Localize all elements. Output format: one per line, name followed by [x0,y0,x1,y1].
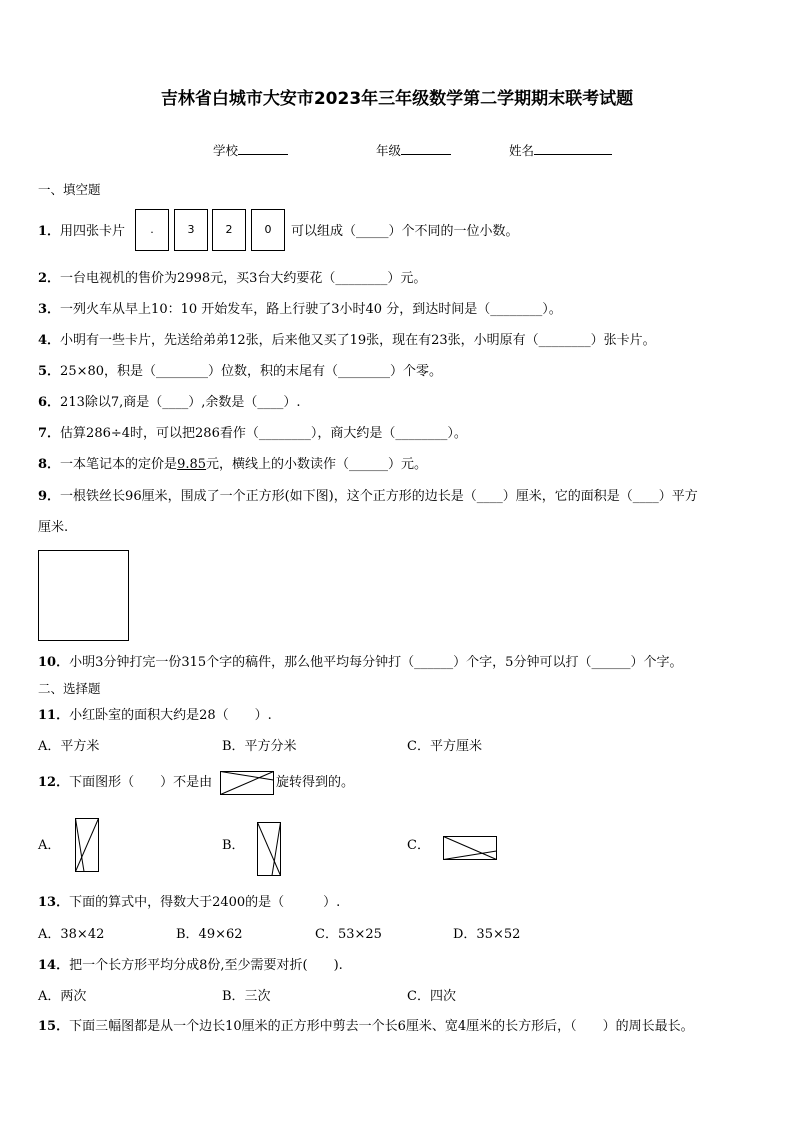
name-label: 姓名 [509,143,535,158]
question-12-lead [38,776,212,789]
question-9-line-1 [38,490,698,503]
question-8-number: 8． [38,457,61,472]
question-3-text: 一列火车从早上10：10 开始发车，路上行驶了3小时40 分，到达时间是（________）。 [60,302,562,317]
question-14 [38,959,343,972]
q14-option-b[interactable]: B．三次 [222,989,271,1004]
question-1-before: 用四张卡片 [60,224,126,239]
question-6-number: 6． [38,395,61,410]
question-3 [38,303,562,316]
question-4 [38,334,656,347]
page-title: 吉林省白城市大安市2023年三年级数学第二学期期末联考试题 [160,89,634,109]
question-15-text: 下面三幅图都是从一个边长10厘米的正方形中剪去一个长6厘米、宽4厘米的长方形后，（ ）的周长最长。 [69,1019,694,1034]
question-14-text: 把一个长方形平均分成8份,至少需要对折( ). [69,958,343,973]
card-1: . [135,209,169,251]
q14-option-c[interactable]: C．四次 [407,989,456,1004]
q11-option-c[interactable]: C．平方厘米 [407,739,482,754]
question-8-before: 一本笔记本的定价是 [60,457,178,472]
reference-rectangle-figure [220,771,274,795]
q13-option-c[interactable]: C．53×25 [315,927,382,942]
question-1-lead [38,225,125,238]
q12-option-b-figure [257,822,281,876]
question-6-text: 213除以7,商是（____）,余数是（____）. [60,395,301,410]
q12-option-a[interactable]: A． [38,838,61,853]
question-14-number: 14． [38,958,70,973]
school-field[interactable] [213,143,288,158]
question-8 [38,458,427,471]
question-15 [38,1020,694,1033]
grade-label: 年级 [376,143,402,158]
question-2-text: 一台电视机的售价为2998元，买3台大约要花（________）元。 [60,271,427,286]
q12-option-a-figure [75,818,99,872]
section-fill-blank: 一、填空题 [38,182,101,197]
question-13-number: 13． [38,895,70,910]
question-2-number: 2． [38,271,61,286]
question-12-before: 下面图形（ ）不是由 [69,775,213,790]
question-7-number: 7． [38,426,61,441]
square-figure [38,550,129,641]
question-12-number: 12． [38,775,70,790]
section-multiple-choice: 二、选择题 [38,681,101,696]
q12-option-b[interactable]: B． [222,838,245,853]
question-8-after: 元，横线上的小数读作（______）元。 [206,457,428,472]
question-11-text: 小红卧室的面积大约是28（ ）. [69,708,272,723]
school-label: 学校 [213,143,239,158]
q11-option-b[interactable]: B．平方分米 [222,739,297,754]
question-10-number: 10． [38,655,70,670]
question-13-text: 下面的算式中，得数大于2400的是（ ）. [69,895,341,910]
question-7-text: 估算286÷4时，可以把286看作（________），商大约是（________）。 [60,426,467,441]
question-9-text: 一根铁丝长96厘米，围成了一个正方形(如下图)，这个正方形的边长是（____）厘米，它的面积是（____）平方 [60,489,698,504]
q14-option-a[interactable]: A．两次 [38,989,87,1004]
question-12-after: 旋转得到的。 [276,775,355,790]
card-2: 3 [174,209,208,251]
school-blank[interactable] [238,143,288,155]
question-11-number: 11． [38,708,70,723]
question-4-number: 4． [38,333,61,348]
question-13 [38,896,340,909]
question-5-text: 25×80，积是（________）位数，积的末尾有（________）个零。 [60,364,443,379]
grade-blank[interactable] [401,143,451,155]
question-11 [38,709,272,722]
question-6 [38,396,301,409]
question-9-line-2: 厘米. [38,520,69,535]
question-5-number: 5． [38,364,61,379]
question-2 [38,272,426,285]
q13-option-a[interactable]: A．38×42 [38,927,105,942]
question-1-after: 可以组成（_____）个不同的一位小数。 [291,224,519,239]
question-1-number: 1． [38,224,61,239]
card-3: 2 [212,209,246,251]
q13-option-d[interactable]: D．35×52 [453,927,521,942]
q12-option-c-figure [443,836,497,860]
question-4-text: 小明有一些卡片，先送给弟弟12张，后来他又买了19张，现在有23张，小明原有（________）张卡片。 [60,333,656,348]
question-7 [38,427,467,440]
question-10 [38,656,682,669]
name-blank[interactable] [534,143,612,155]
q13-option-b[interactable]: B．49×62 [176,927,243,942]
question-8-value: 9.85 [177,457,207,472]
card-4: 0 [251,209,285,251]
grade-field[interactable] [376,143,451,158]
q12-option-c[interactable]: C． [407,838,430,853]
question-5 [38,365,442,378]
question-10-text: 小明3分钟打完一份315个字的稿件，那么他平均每分钟打（______）个字，5分钟可以打（______）个字。 [69,655,683,670]
question-15-number: 15． [38,1019,70,1034]
name-field[interactable] [509,143,612,158]
q11-option-a[interactable]: A．平方米 [38,739,100,754]
question-9-number: 9． [38,489,61,504]
question-3-number: 3． [38,302,61,317]
